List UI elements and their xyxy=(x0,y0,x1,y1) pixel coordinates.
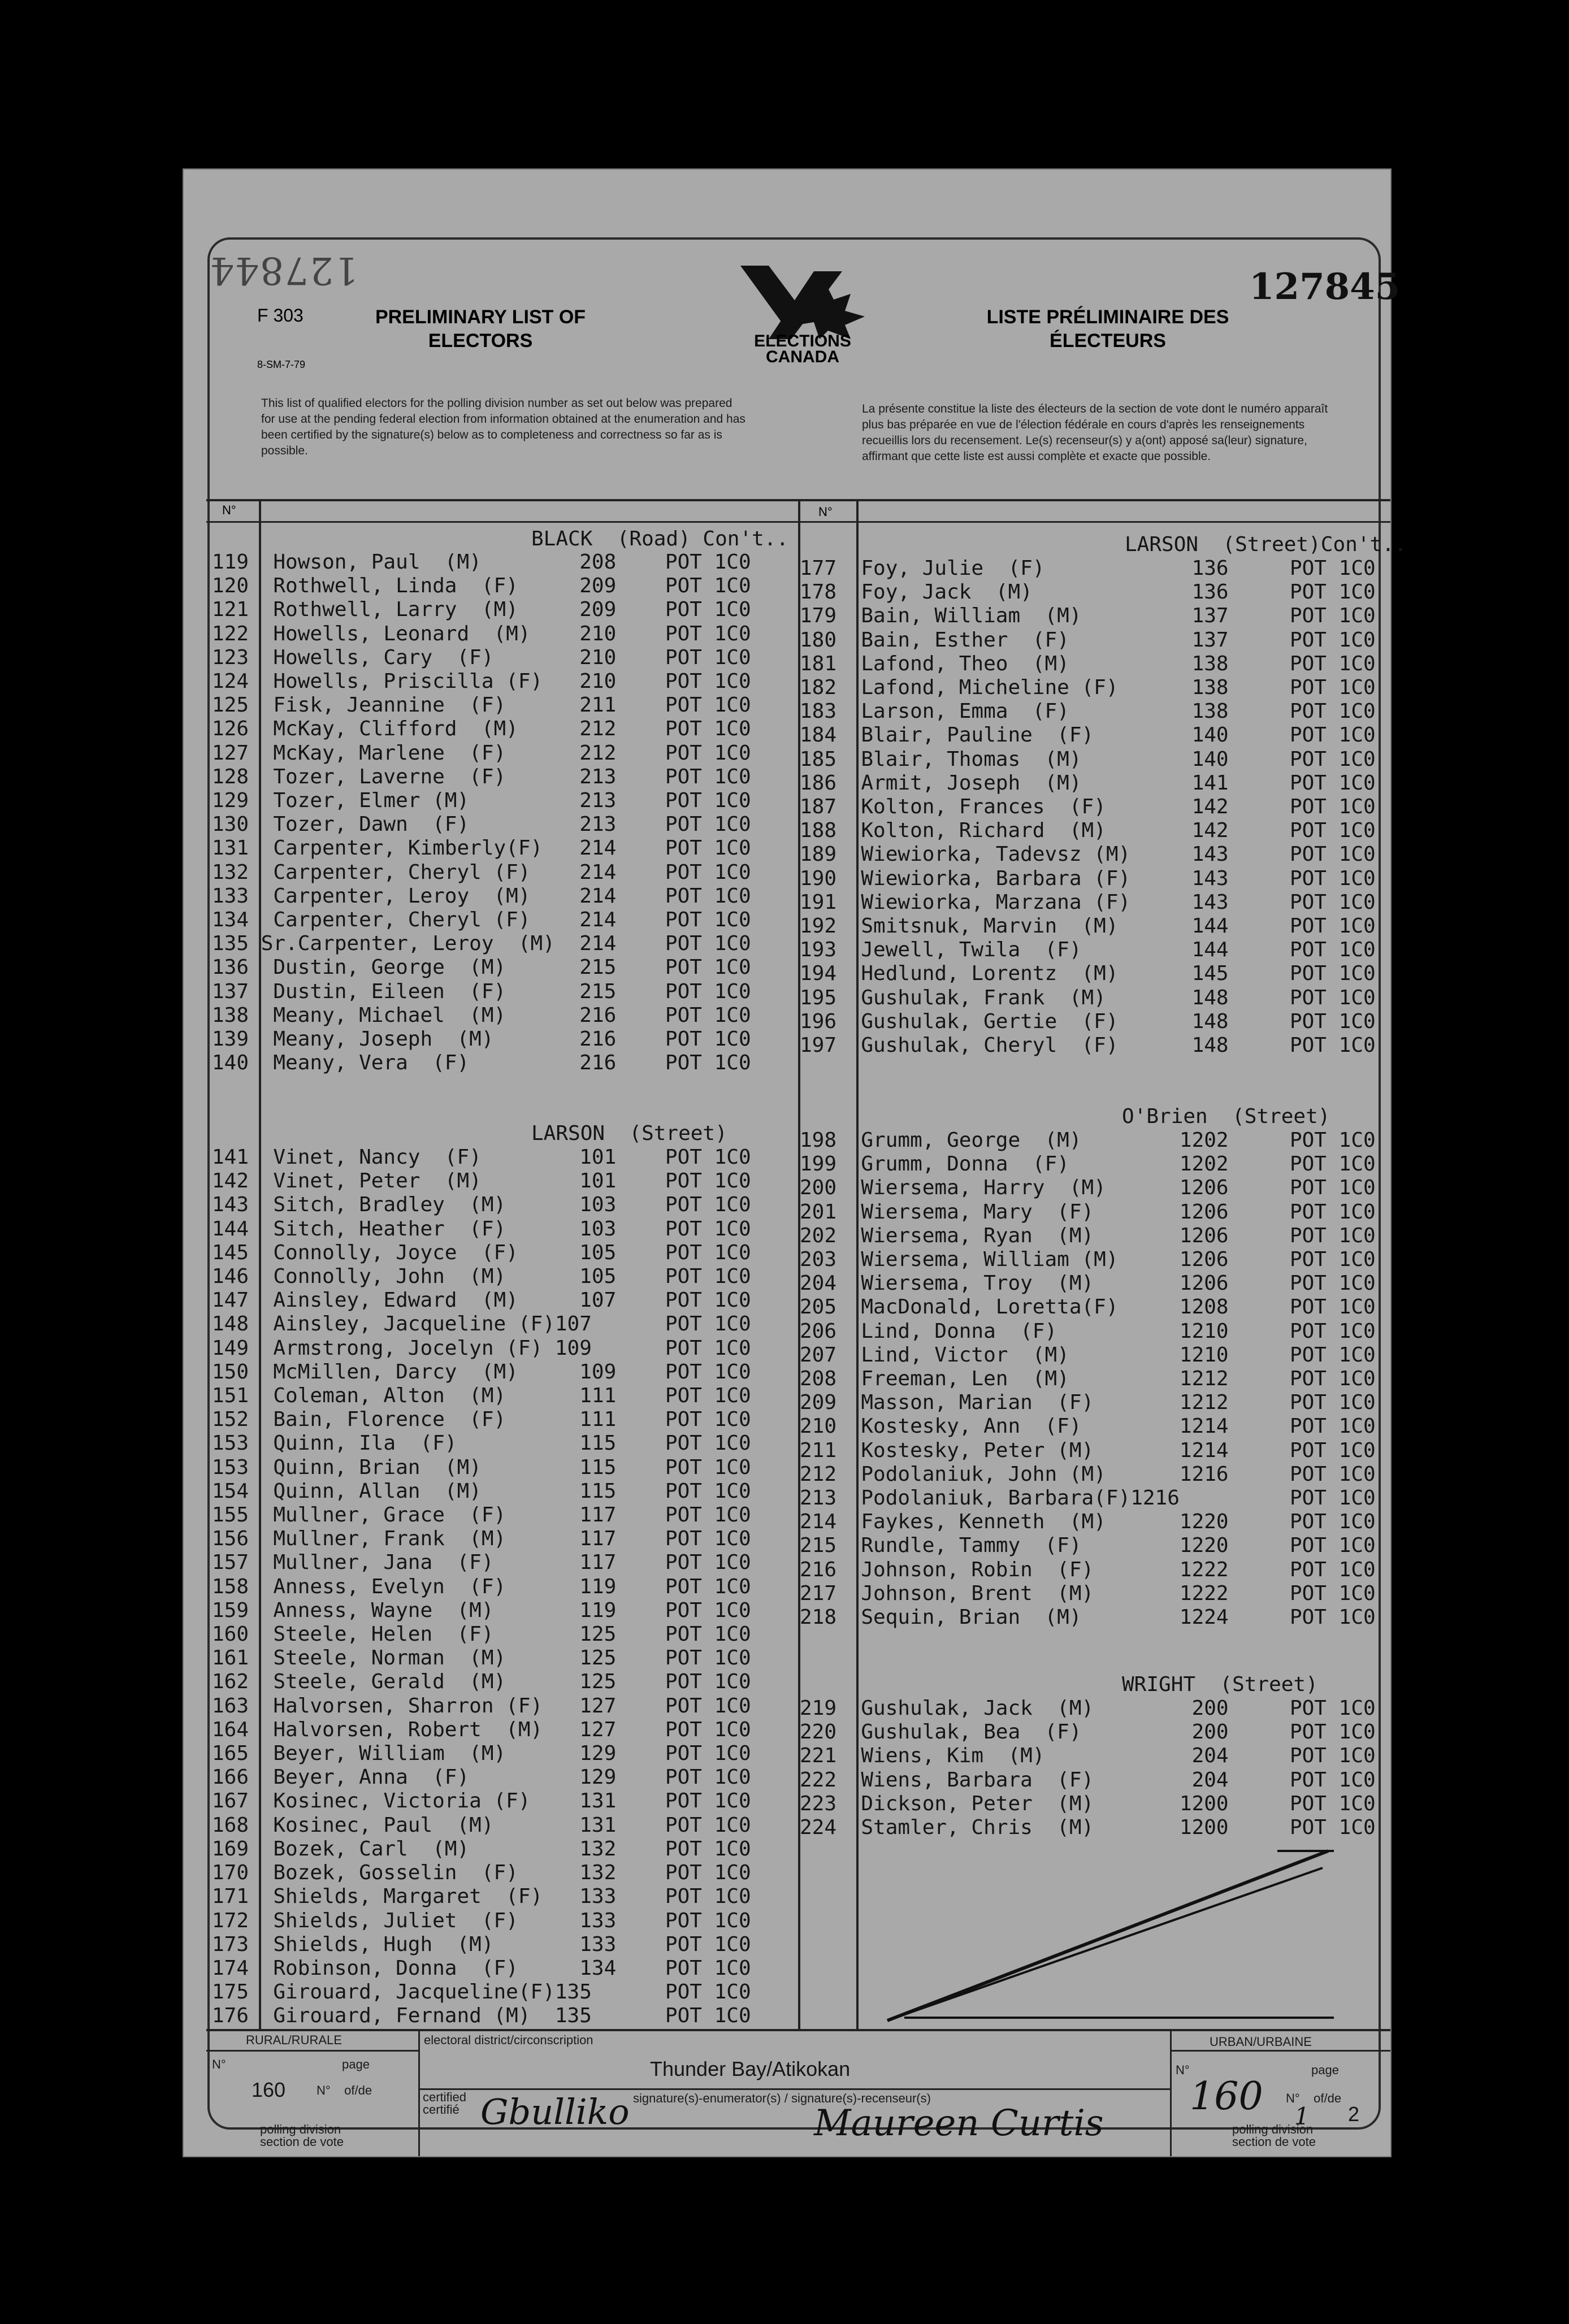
elector-row: 145 Connolly, Joyce (F) 105 POT 1C0 xyxy=(212,1241,751,1264)
elector-row: 151 Coleman, Alton (M) 111 POT 1C0 xyxy=(212,1384,751,1408)
elector-row: 212 Podolaniuk, John (M) 1216 POT 1C0 xyxy=(800,1462,1376,1486)
urban-page-label: page xyxy=(1311,2063,1339,2077)
elector-list-black-road xyxy=(212,550,751,1075)
elector-row: 160 Steele, Helen (F) 125 POT 1C0 xyxy=(212,1623,751,1646)
elector-row: 152 Bain, Florence (F) 111 POT 1C0 xyxy=(212,1408,751,1432)
elector-row: 195 Gushulak, Frank (M) 148 POT 1C0 xyxy=(800,986,1376,1009)
urban-division-number: 160 xyxy=(1190,2074,1263,2119)
elector-row: 171 Shields, Margaret (F) 133 POT 1C0 xyxy=(212,1885,751,1909)
title-french-line2: ÉLECTEURS xyxy=(1050,330,1166,352)
elector-row: 219 Gushulak, Jack (M) 200 POT 1C0 xyxy=(800,1697,1376,1720)
title-english xyxy=(362,305,599,353)
section-title-larson-cont: LARSON (Street)Con't.. xyxy=(1125,533,1407,556)
elector-row: 169 Bozek, Carl (M) 132 POT 1C0 xyxy=(212,1837,751,1861)
elector-row: 180 Bain, Esther (F) 137 POT 1C0 xyxy=(800,628,1376,652)
footer-mid-rule xyxy=(206,2050,418,2052)
elector-row: 193 Jewell, Twila (F) 144 POT 1C0 xyxy=(800,938,1376,962)
elector-list-obrien-street xyxy=(800,1129,1376,1629)
elector-row: 220 Gushulak, Bea (F) 200 POT 1C0 xyxy=(800,1720,1376,1744)
elector-row: 155 Mullner, Grace (F) 117 POT 1C0 xyxy=(212,1503,751,1527)
elector-row: 124 Howells, Priscilla (F) 210 POT 1C0 xyxy=(212,670,751,693)
section-title-larson-street: LARSON (Street) xyxy=(531,1122,727,1145)
elector-list-larson-street xyxy=(212,1146,751,2028)
form-code: F 303 xyxy=(257,305,304,326)
elector-row: 165 Beyer, William (M) 129 POT 1C0 xyxy=(212,1742,751,1766)
elector-row: 122 Howells, Leonard (M) 210 POT 1C0 xyxy=(212,622,751,645)
section-title-obrien-street: O'Brien (Street) xyxy=(1122,1105,1330,1128)
elector-row: 126 McKay, Clifford (M) 212 POT 1C0 xyxy=(212,717,751,741)
footer-left-divider xyxy=(418,2029,420,2156)
elector-row: 208 Freeman, Len (M) 1212 POT 1C0 xyxy=(800,1367,1376,1391)
elector-row: 129 Tozer, Elmer (M) 213 POT 1C0 xyxy=(212,789,751,813)
elector-row: 198 Grumm, George (M) 1202 POT 1C0 xyxy=(800,1129,1376,1152)
elector-row: 119 Howson, Paul (M) 208 POT 1C0 xyxy=(212,550,751,574)
elector-row: 166 Beyer, Anna (F) 129 POT 1C0 xyxy=(212,1766,751,1789)
elector-row: 120 Rothwell, Linda (F) 209 POT 1C0 xyxy=(212,574,751,598)
elector-row: 211 Kostesky, Peter (M) 1214 POT 1C0 xyxy=(800,1438,1376,1462)
elector-row: 143 Sitch, Bradley (M) 103 POT 1C0 xyxy=(212,1193,751,1217)
elector-row: 156 Mullner, Frank (M) 117 POT 1C0 xyxy=(212,1527,751,1551)
elector-row: 150 McMillen, Darcy (M) 109 POT 1C0 xyxy=(212,1360,751,1384)
elector-row: 223 Dickson, Peter (M) 1200 POT 1C0 xyxy=(800,1792,1376,1815)
elector-row: 133 Carpenter, Leroy (M) 214 POT 1C0 xyxy=(212,884,751,908)
elector-row: 194 Hedlund, Lorentz (M) 145 POT 1C0 xyxy=(800,962,1376,986)
section-title-wright-street: WRIGHT (Street) xyxy=(1122,1673,1318,1696)
elector-row: 209 Masson, Marian (F) 1212 POT 1C0 xyxy=(800,1391,1376,1415)
elector-row: 157 Mullner, Jana (F) 117 POT 1C0 xyxy=(212,1551,751,1575)
elector-row: 141 Vinet, Nancy (F) 101 POT 1C0 xyxy=(212,1146,751,1169)
elector-row: 140 Meany, Vera (F) 216 POT 1C0 xyxy=(212,1051,751,1075)
elector-row: 200 Wiersema, Harry (M) 1206 POT 1C0 xyxy=(800,1176,1376,1200)
urban-no-of-label: N° of/de xyxy=(1286,2091,1342,2105)
rural-no-of-label: N° of/de xyxy=(317,2083,372,2097)
urban-page-of: 2 xyxy=(1348,2102,1360,2126)
title-french-line1: LISTE PRÉLIMINAIRE DES xyxy=(986,306,1229,328)
elector-row: 206 Lind, Donna (F) 1210 POT 1C0 xyxy=(800,1319,1376,1343)
elector-row: 164 Halvorsen, Robert (M) 127 POT 1C0 xyxy=(212,1718,751,1741)
elector-row: 191 Wiewiorka, Marzana (F) 143 POT 1C0 xyxy=(800,890,1376,914)
elector-row: 153 Quinn, Ila (F) 115 POT 1C0 xyxy=(212,1432,751,1455)
logo-text xyxy=(729,333,876,365)
elector-row: 148 Ainsley, Jacqueline (F)107 POT 1C0 xyxy=(212,1312,751,1336)
elector-row: 144 Sitch, Heather (F) 103 POT 1C0 xyxy=(212,1217,751,1241)
elector-row: 178 Foy, Jack (M) 136 POT 1C0 xyxy=(800,580,1376,604)
elector-row: 135 Sr.Carpenter, Leroy (M) 214 POT 1C0 xyxy=(212,932,751,956)
elector-row: 134 Carpenter, Cheryl (F) 214 POT 1C0 xyxy=(212,908,751,932)
elector-row: 204 Wiersema, Troy (M) 1206 POT 1C0 xyxy=(800,1272,1376,1295)
elector-row: 189 Wiewiorka, Tadevsz (M) 143 POT 1C0 xyxy=(800,843,1376,866)
elector-row: 125 Fisk, Jeannine (F) 211 POT 1C0 xyxy=(212,693,751,717)
elector-row: 196 Gushulak, Gertie (F) 148 POT 1C0 xyxy=(800,1009,1376,1033)
footer-district-rule xyxy=(418,2088,1170,2090)
elector-row: 205 MacDonald, Loretta(F) 1208 POT 1C0 xyxy=(800,1295,1376,1319)
rural-label: RURAL/RURALE xyxy=(246,2033,342,2047)
elector-row: 207 Lind, Victor (M) 1210 POT 1C0 xyxy=(800,1343,1376,1367)
district-value: Thunder Bay/Atikokan xyxy=(650,2057,851,2080)
elector-row: 218 Sequin, Brian (M) 1224 POT 1C0 xyxy=(800,1606,1376,1629)
elector-row: 174 Robinson, Donna (F) 134 POT 1C0 xyxy=(212,1956,751,1980)
elector-row: 184 Blair, Pauline (F) 140 POT 1C0 xyxy=(800,723,1376,747)
elector-row: 199 Grumm, Donna (F) 1202 POT 1C0 xyxy=(800,1152,1376,1176)
elector-row: 181 Lafond, Theo (M) 138 POT 1C0 xyxy=(800,652,1376,675)
elector-row: 222 Wiens, Barbara (F) 204 POT 1C0 xyxy=(800,1768,1376,1792)
rural-no-label: N° xyxy=(212,2057,226,2071)
intro-english: This list of qualified electors for the polling division number as set out below was prepared for use at the pending federal election from information obtained at the enumeration and has been certified by the signature(s) below as to completeness and correctness so far as is possible. xyxy=(261,397,746,457)
certified-label: certified certifié xyxy=(423,2090,467,2117)
elector-row: 224 Stamler, Chris (M) 1200 POT 1C0 xyxy=(800,1816,1376,1840)
elector-row: 121 Rothwell, Larry (M) 209 POT 1C0 xyxy=(212,598,751,622)
elector-row: 163 Halvorsen, Sharron (F) 127 POT 1C0 xyxy=(212,1694,751,1718)
elector-row: 176 Girouard, Fernand (M) 135 POT 1C0 xyxy=(212,2004,751,2028)
rural-polling-division-label: polling division section de vote xyxy=(260,2122,344,2149)
elector-row: 123 Howells, Cary (F) 210 POT 1C0 xyxy=(212,645,751,669)
rural-division-number: 160 xyxy=(252,2078,286,2101)
elector-row: 132 Carpenter, Cheryl (F) 214 POT 1C0 xyxy=(212,860,751,884)
elector-row: 175 Girouard, Jacqueline(F)135 POT 1C0 xyxy=(212,1980,751,2004)
urban-no-label: N° xyxy=(1176,2063,1190,2077)
elector-row: 177 Foy, Julie (F) 136 POT 1C0 xyxy=(800,557,1376,580)
footer-right-divider xyxy=(1170,2029,1172,2156)
footer-mid-rule-right xyxy=(1170,2050,1390,2052)
district-label: electoral district/circonscription xyxy=(424,2033,593,2047)
elector-row: 168 Kosinec, Paul (M) 131 POT 1C0 xyxy=(212,1813,751,1837)
elector-row: 138 Meany, Michael (M) 216 POT 1C0 xyxy=(212,1003,751,1027)
title-english-line2: ELECTORS xyxy=(428,330,533,352)
elector-row: 128 Tozer, Laverne (F) 213 POT 1C0 xyxy=(212,765,751,788)
elector-row: 162 Steele, Gerald (M) 125 POT 1C0 xyxy=(212,1670,751,1694)
elector-row: 186 Armit, Joseph (M) 141 POT 1C0 xyxy=(800,771,1376,795)
elector-row: 139 Meany, Joseph (M) 216 POT 1C0 xyxy=(212,1027,751,1051)
rural-page-label: page xyxy=(342,2057,370,2071)
left-no-header: N° xyxy=(222,503,236,517)
elector-row: 170 Bozek, Gosselin (F) 132 POT 1C0 xyxy=(212,1861,751,1885)
urban-label: URBAN/URBAINE xyxy=(1210,2035,1312,2049)
elector-row: 203 Wiersema, William (M) 1206 POT 1C0 xyxy=(800,1248,1376,1272)
urban-polling-division-label: polling division section de vote xyxy=(1232,2122,1316,2149)
right-no-header: N° xyxy=(818,505,833,519)
elector-row: 217 Johnson, Brent (M) 1222 POT 1C0 xyxy=(800,1581,1376,1605)
form-sub-code: 8-SM-7-79 xyxy=(257,359,306,370)
signature-one: Gbulliko xyxy=(480,2091,630,2132)
urban-page-number: 1 xyxy=(1294,2102,1310,2130)
elector-row: 214 Faykes, Kenneth (M) 1220 POT 1C0 xyxy=(800,1510,1376,1534)
elector-list-wright-street xyxy=(800,1697,1376,1840)
elector-row: 183 Larson, Emma (F) 138 POT 1C0 xyxy=(800,700,1376,723)
elector-row: 146 Connolly, John (M) 105 POT 1C0 xyxy=(212,1265,751,1289)
intro-french: La présente constitue la liste des électeurs de la section de vote dont le numéro apparaît plus bas préparée en vue de l'élection fédérale en cours d'après les renseignements recueillis lors du recensement. Le(s) recenseur(s) y a(ont) apposé sa(leur) signature, affirmant que cette liste est aussi complète et exacte que possible. xyxy=(862,402,1328,463)
elector-row: 188 Kolton, Richard (M) 142 POT 1C0 xyxy=(800,819,1376,843)
elector-row: 182 Lafond, Micheline (F) 138 POT 1C0 xyxy=(800,676,1376,700)
elector-row: 190 Wiewiorka, Barbara (F) 143 POT 1C0 xyxy=(800,866,1376,890)
elector-list-larson-cont xyxy=(800,557,1376,1057)
elector-row: 173 Shields, Hugh (M) 133 POT 1C0 xyxy=(212,1932,751,1956)
elector-row: 213 Podolaniuk, Barbara(F)1216 POT 1C0 xyxy=(800,1486,1376,1510)
elector-row: 192 Smitsnuk, Marvin (M) 144 POT 1C0 xyxy=(800,914,1376,938)
elector-row: 167 Kosinec, Victoria (F) 131 POT 1C0 xyxy=(212,1789,751,1813)
elector-row: 158 Anness, Evelyn (F) 119 POT 1C0 xyxy=(212,1575,751,1598)
elector-row: 201 Wiersema, Mary (F) 1206 POT 1C0 xyxy=(800,1200,1376,1224)
end-of-list-cancel-mark xyxy=(882,1840,1345,2032)
elector-row: 136 Dustin, George (M) 215 POT 1C0 xyxy=(212,956,751,979)
title-french xyxy=(950,305,1266,353)
logo-line1: ELECTIONS xyxy=(754,332,851,350)
elector-row: 130 Tozer, Dawn (F) 213 POT 1C0 xyxy=(212,813,751,836)
elector-row: 127 McKay, Marlene (F) 212 POT 1C0 xyxy=(212,741,751,765)
section-title-black-road: BLACK (Road) Con't.. xyxy=(531,527,789,550)
document-number: 127845 xyxy=(1249,266,1401,308)
elector-row: 187 Kolton, Frances (F) 142 POT 1C0 xyxy=(800,795,1376,819)
elector-row: 172 Shields, Juliet (F) 133 POT 1C0 xyxy=(212,1909,751,1932)
footer-top-rule xyxy=(206,2029,1390,2031)
logo-line2: CANADA xyxy=(766,348,839,366)
elector-row: 142 Vinet, Peter (M) 101 POT 1C0 xyxy=(212,1169,751,1193)
elector-row: 216 Johnson, Robin (F) 1222 POT 1C0 xyxy=(800,1558,1376,1581)
elector-row: 210 Kostesky, Ann (F) 1214 POT 1C0 xyxy=(800,1415,1376,1438)
elector-row: 179 Bain, William (M) 137 POT 1C0 xyxy=(800,604,1376,628)
elector-row: 154 Quinn, Allan (M) 115 POT 1C0 xyxy=(212,1479,751,1503)
elector-row: 185 Blair, Thomas (M) 140 POT 1C0 xyxy=(800,747,1376,771)
elector-row: 197 Gushulak, Cheryl (F) 148 POT 1C0 xyxy=(800,1034,1376,1057)
elector-row: 159 Anness, Wayne (M) 119 POT 1C0 xyxy=(212,1598,751,1622)
elector-row: 161 Steele, Norman (M) 125 POT 1C0 xyxy=(212,1646,751,1670)
elector-row: 137 Dustin, Eileen (F) 215 POT 1C0 xyxy=(212,979,751,1003)
elector-row: 147 Ainsley, Edward (M) 107 POT 1C0 xyxy=(212,1289,751,1312)
signature-two: Maureen Curtis xyxy=(814,2102,1104,2144)
inverted-stamp-number: 127844 xyxy=(209,249,358,292)
elector-row: 215 Rundle, Tammy (F) 1220 POT 1C0 xyxy=(800,1534,1376,1558)
elector-row: 221 Wiens, Kim (M) 204 POT 1C0 xyxy=(800,1744,1376,1768)
elector-row: 202 Wiersema, Ryan (M) 1206 POT 1C0 xyxy=(800,1224,1376,1247)
elector-row: 149 Armstrong, Jocelyn (F) 109 POT 1C0 xyxy=(212,1336,751,1360)
elector-row: 153 Quinn, Brian (M) 115 POT 1C0 xyxy=(212,1455,751,1479)
elector-row: 131 Carpenter, Kimberly(F) 214 POT 1C0 xyxy=(212,836,751,860)
signature-label: signature(s)-enumerator(s) / signature(s)-recenseur(s) xyxy=(633,2091,931,2105)
title-english-line1: PRELIMINARY LIST OF xyxy=(375,306,586,328)
